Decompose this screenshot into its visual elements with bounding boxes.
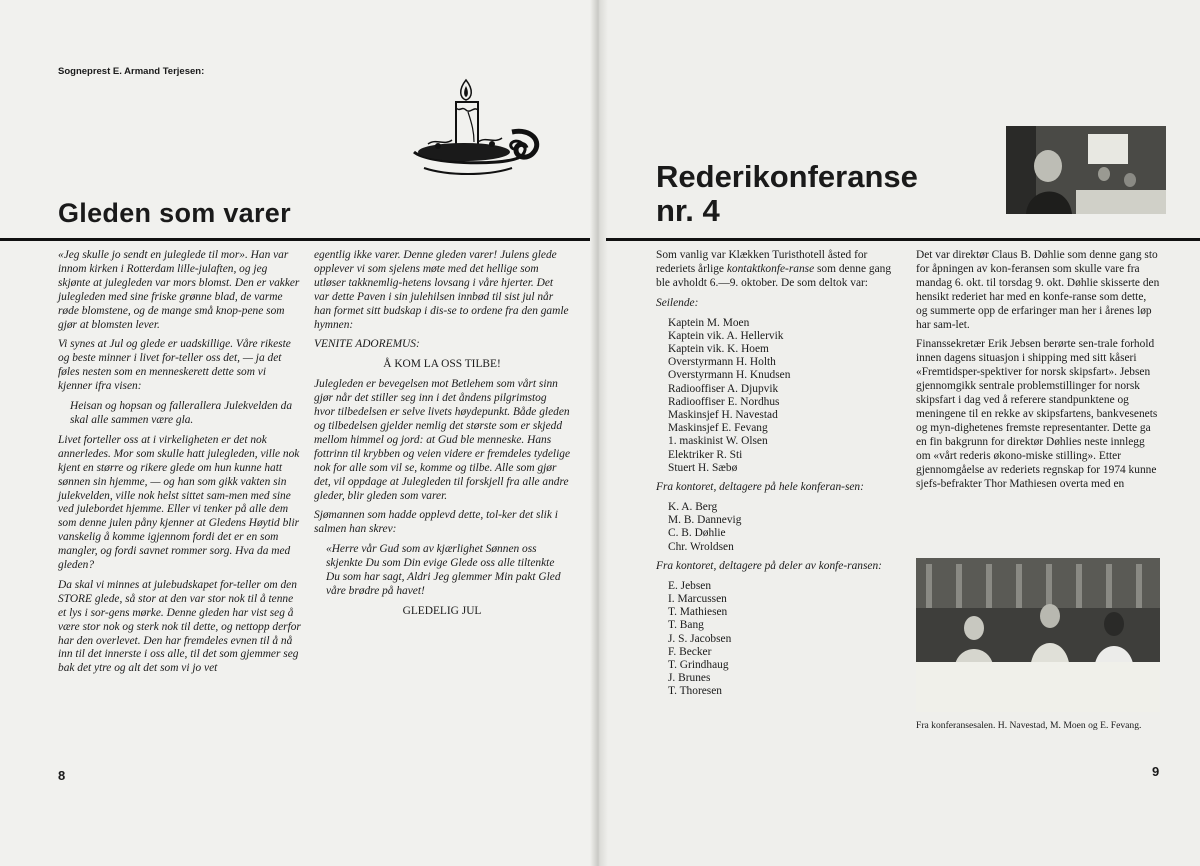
song-quote: Heisan og hopsan og fallerallera Julekvelden da skal alle sammen være gla. xyxy=(70,400,293,426)
article-title-right xyxy=(656,160,918,228)
header-rule-right xyxy=(606,238,1200,241)
participant-name: Maskinsjef E. Fevang xyxy=(668,422,768,435)
hymn-quote: «Herre vår Gud som av kjærlighet Sønnen oss skjenkte Du som Din evige Glede oss alle tiltenkte Du som har sagt, Aldri Jeg glemmer Min pakt Gled våre brødre på havet! xyxy=(326,543,561,597)
participant-name: C. B. Døhlie xyxy=(668,527,726,540)
conference-photo-bottom xyxy=(916,558,1160,712)
participant-name: 1. maskinist W. Olsen xyxy=(668,435,768,448)
participant-name: K. A. Berg xyxy=(668,500,718,513)
deler-label: Fra kontoret, deltagere på deler av konfe-ransen: xyxy=(656,559,882,572)
participant-name: Kaptein vik. A. Hellervik xyxy=(668,329,784,342)
paragraph: Sjømannen som hadde opplevd dette, tol-ker det slik i salmen han skrev: xyxy=(314,509,558,536)
participant-name: Radiooffiser A. Djupvik xyxy=(668,382,779,395)
participant-name: Overstyrmann H. Knudsen xyxy=(668,369,791,382)
participant-name: Stuert H. Sæbø xyxy=(668,461,738,474)
paragraph: Finanssekretær Erik Jebsen berørte sen-trale forhold innen dagens situasjon i shipping med sitt kåseri «Fremtidsper-spektiver for norsk skipsfart». Jebsen gjennomgikk sentrale problemstillinger for norsk skipsfart i dag ved å referere standpunktene og meningene til en rekke av skipsfartens, bankvesenets og myn-dighetenes fremste representanter. Dette ga en fin bakgrunn for direktør Døhlies neste innlegg om «vårt rederis økono-miske stilling». Etter gjennomgåelse av rederiets regnskap for 1974 kunne sjefs-befrakter Thor Mathiesen overta med en xyxy=(916,338,1158,490)
paragraph: egentlig ikke varer. Denne gleden varer! Julens glede opplever vi som sjelens møte med det hellige som utløser takknemlig-hetens lovsang i våre hjerter. Det var dette Paven i sin julehilsen innbød til sist jul når han formet sitt budskap i dis-se to ordene fra den gamle hymnen: xyxy=(314,249,569,331)
participant-name: T. Mathiesen xyxy=(668,606,728,619)
article-title: Gleden som varer xyxy=(58,198,291,228)
participant-name: I. Marcussen xyxy=(668,592,727,605)
left-column-1 xyxy=(58,249,302,682)
right-page xyxy=(598,0,1200,866)
paragraph: Det var direktør Claus B. Døhlie som denne gang sto for åpningen av kon-feransen som skulle vare fra mandag 6. okt. til torsdag 9. okt. Døhlie skisserte den hensikt rederiet har med en konfe-ranse som dette, og summerte opp de erfaringer man her i årenes løp har sam-let. xyxy=(916,249,1160,331)
participant-name: Maskinsjef H. Navestad xyxy=(668,409,778,422)
hele-list xyxy=(656,501,898,554)
conference-photo-top xyxy=(1006,126,1166,214)
participant-name: T. Grindhaug xyxy=(668,658,729,671)
participant-name: Chr. Wroldsen xyxy=(668,540,734,553)
photo-caption: Fra konferansesalen. H. Navestad, M. Moen og E. Fevang. xyxy=(916,720,1142,731)
right-column-2 xyxy=(916,249,1160,497)
left-column-2 xyxy=(314,249,570,625)
header-rule-left xyxy=(0,238,590,241)
participant-name: M. B. Dannevig xyxy=(668,514,742,527)
participant-name: Kaptein vik. K. Hoem xyxy=(668,343,769,356)
seilende-label: Seilende: xyxy=(656,296,699,309)
latin-heading: VENITE ADOREMUS: xyxy=(314,338,420,351)
participant-name: Radiooffiser E. Nordhus xyxy=(668,395,780,408)
page-number-left: 8 xyxy=(58,768,66,783)
binding-spine xyxy=(590,0,608,866)
deler-list xyxy=(656,580,898,699)
hele-label: Fra kontoret, deltagere på hele konferan-sen: xyxy=(656,481,864,494)
participant-name: Kaptein M. Moen xyxy=(668,316,750,329)
participant-name: J. Brunes xyxy=(668,672,711,685)
closing-greeting: GLEDELIG JUL xyxy=(402,604,482,617)
participant-name: J. S. Jacobsen xyxy=(668,632,732,645)
seilende-list xyxy=(656,317,898,475)
title-line-2: nr. 4 xyxy=(656,193,720,228)
participant-name: Overstyrmann H. Holth xyxy=(668,356,776,369)
candle-illustration xyxy=(408,72,548,182)
paragraph: Vi synes at Jul og glede er uadskillige. Våre rikeste og beste minner i livet for-teller oss det, — ja det føles nesten som en menneskerett dette som vi kjenner ifra visen: xyxy=(58,338,291,393)
page-number-right: 9 xyxy=(1152,764,1160,779)
left-page xyxy=(0,0,598,866)
participant-name: E. Jebsen xyxy=(668,579,712,592)
participant-name: T. Bang xyxy=(668,619,704,632)
paragraph: Da skal vi minnes at julebudskapet for-teller om den STORE glede, så stor at den var stor nok til å tenne et lys i sor-gens mørke. Denne gleden har vist seg å være stor nok og sterk nok til dette, og nettopp derfor har den overlevet. Den har fremdeles evnen til å nå inn til det innerste i oss alle, til det som gjemmer seg bak det ytre og alt det som vi jo vet xyxy=(58,578,301,675)
participant-name: Elektriker R. Sti xyxy=(668,448,743,461)
byline: Sogneprest E. Armand Terjesen: xyxy=(58,66,205,77)
participant-name: F. Becker xyxy=(668,645,712,658)
participant-name: T. Thoresen xyxy=(668,685,722,698)
right-column-1 xyxy=(656,249,898,705)
paragraph: Livet forteller oss at i virkeligheten er det nok annerledes. Mor som skulle hatt julegleden, ville nok kjent en større og rikere glede om hun kunne hatt sønnen sin hjemme, — og han som gikk vakten sin julekvelden, ville nok helst sittet sam-men med sine ved julebordet hjemme. Eller vi tenker på alle dem som denne julen påny kjenner at Gledens Høytid blir vanskelig å komme igjennom fordi det er en som mangler, og fordi savnet rommer sorg. Hva da med gleden? xyxy=(58,433,300,572)
title-line-1: Rederikonferanse xyxy=(656,159,918,194)
paragraph: «Jeg skulle jo sendt en juleglede til mor». Han var innom kirken i Rotterdam lille-julaften, og jeg skjønte at julegleden var mors blomst. Den er vakker julegleden med sine friske grønne blad, de varme røde blomstene, og de mange små knop-pene som gjør at blomsten lever. xyxy=(58,249,300,331)
intro-paragraph: Som vanlig var Klækken Turisthotell åsted for rederiets årlige kontaktkonfe-ranse som denne gang ble avholdt 6.—9. oktober. De som deltok var: xyxy=(656,249,892,289)
paragraph: Julegleden er bevegelsen mot Betlehem som vårt sinn gjør når det stiller seg inn i det åndens pilgrimstog hvor tilbedelsen er selve livets høydepunkt. Både gleden og tilbedelsen gjelder nemlig det største som er skjedd mellom himmel og jord: at Gud ble menneske. Hans fottrinn til krybben og veien videre er fremdeles tydelige nok for alle som vil se, komme og tilbe. Alle som gjør det, vil oppdage at Julegleden til forskjell fra alle andre gleder, blir gleden som varer. xyxy=(314,378,570,502)
hymn-line: Å KOM LA OSS TILBE! xyxy=(383,358,501,371)
